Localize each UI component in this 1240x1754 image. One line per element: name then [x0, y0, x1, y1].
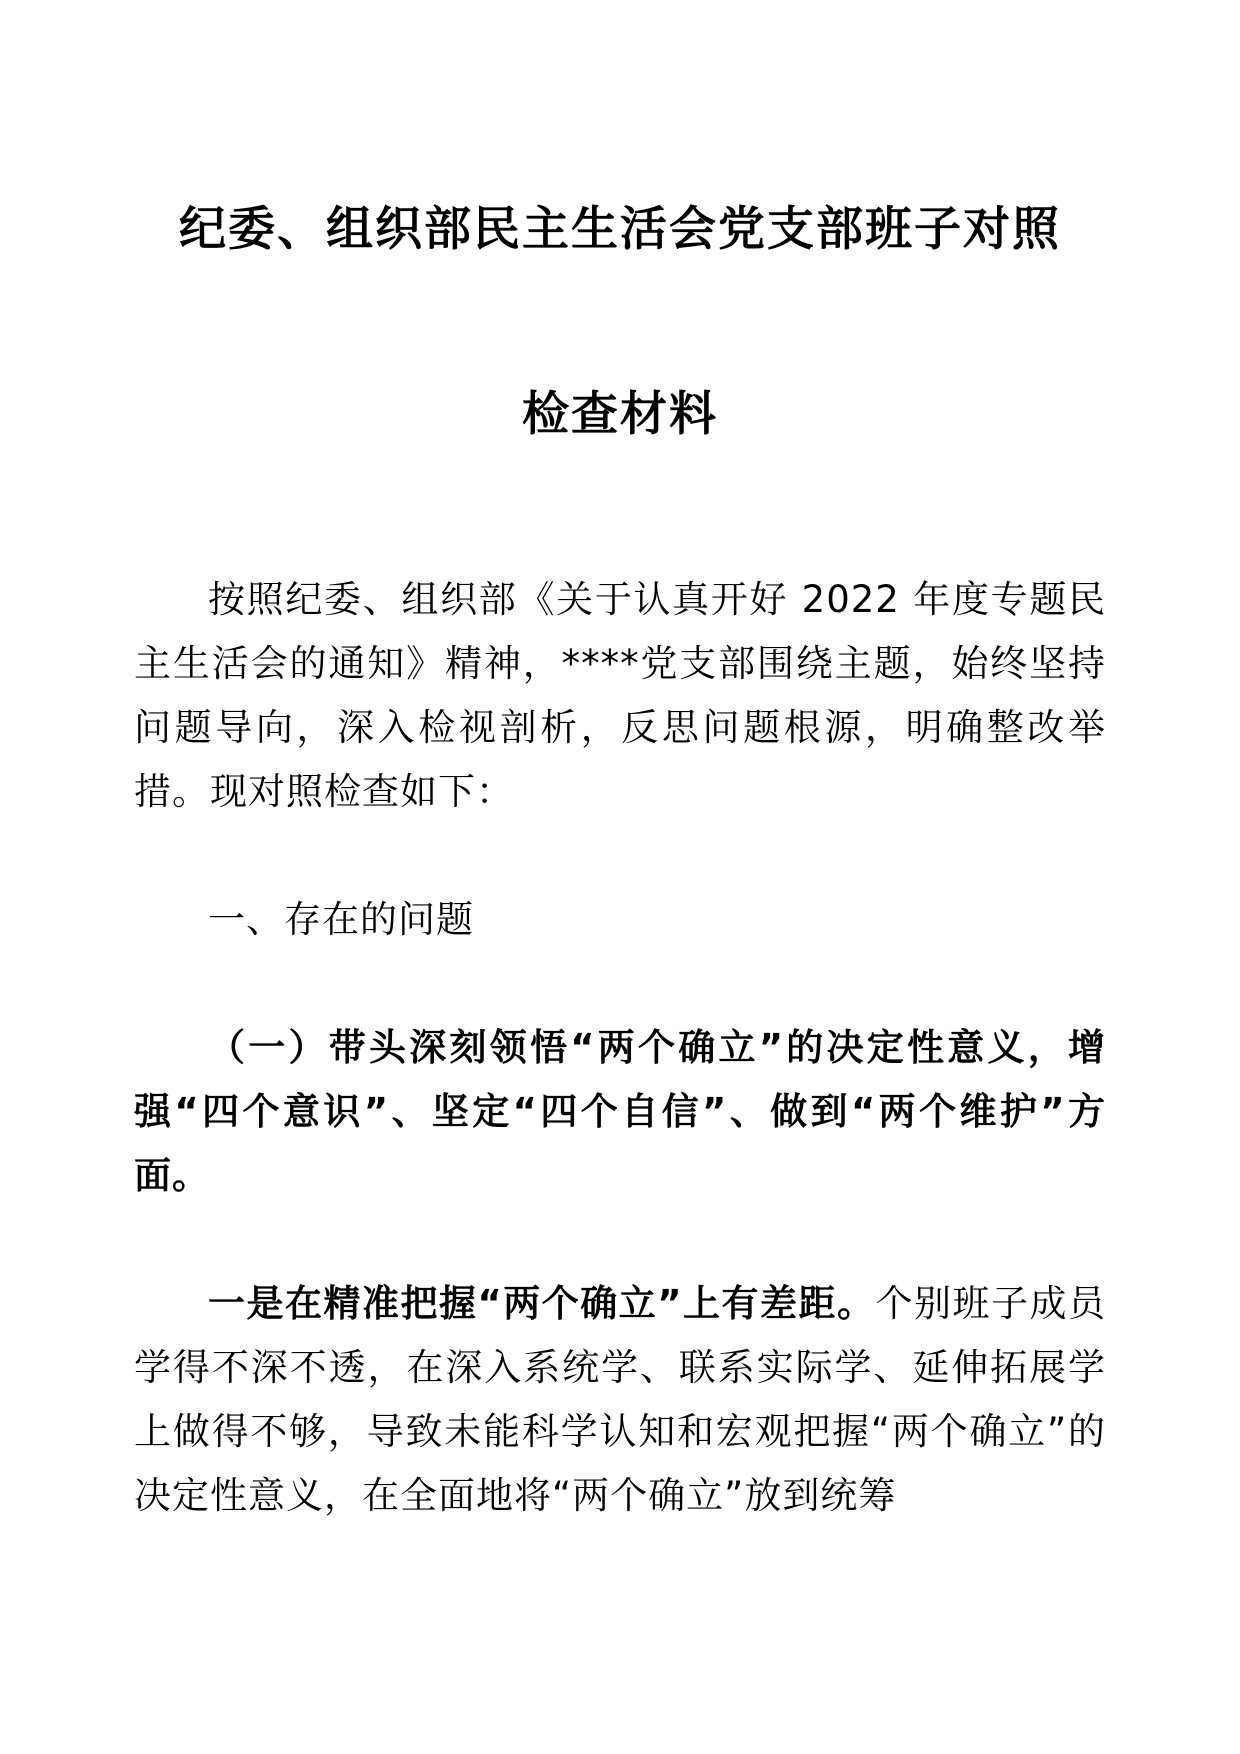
title-line-2: 检查材料	[522, 387, 718, 442]
title-line-1: 纪委、组织部民主生活会党支部班子对照	[179, 202, 1061, 257]
subsection-1-heading: （一）带头深刻领悟“两个确立”的决定性意义，增强“四个意识”、坚定“四个自信”、做到“两个维护”方面。	[134, 1026, 1106, 1197]
item-1-paragraph	[134, 1272, 1106, 1528]
intro-paragraph: 按照纪委、组织部《关于认真开好 2022 年度专题民主生活会的通知》精神，****党支部围绕主题，始终坚持问题导向，深入检视剖析，反思问题根源，明确整改举措。现对照检查如下：	[134, 578, 1106, 813]
item-1-lead-sentence: 一是在精准把握“两个确立”上有差距。	[208, 1282, 876, 1325]
section-1-heading: 一、存在的问题	[208, 898, 474, 941]
item-1-body-text: 个别班子成员学得不深不透，在深入系统学、联系实际学、延伸拓展学上做得不够，导致未能科学认知和宏观把握“两个确立”的决定性意义，在全面地将“两个确立”放到统筹	[134, 1282, 1107, 1517]
document-title	[134, 198, 1106, 447]
